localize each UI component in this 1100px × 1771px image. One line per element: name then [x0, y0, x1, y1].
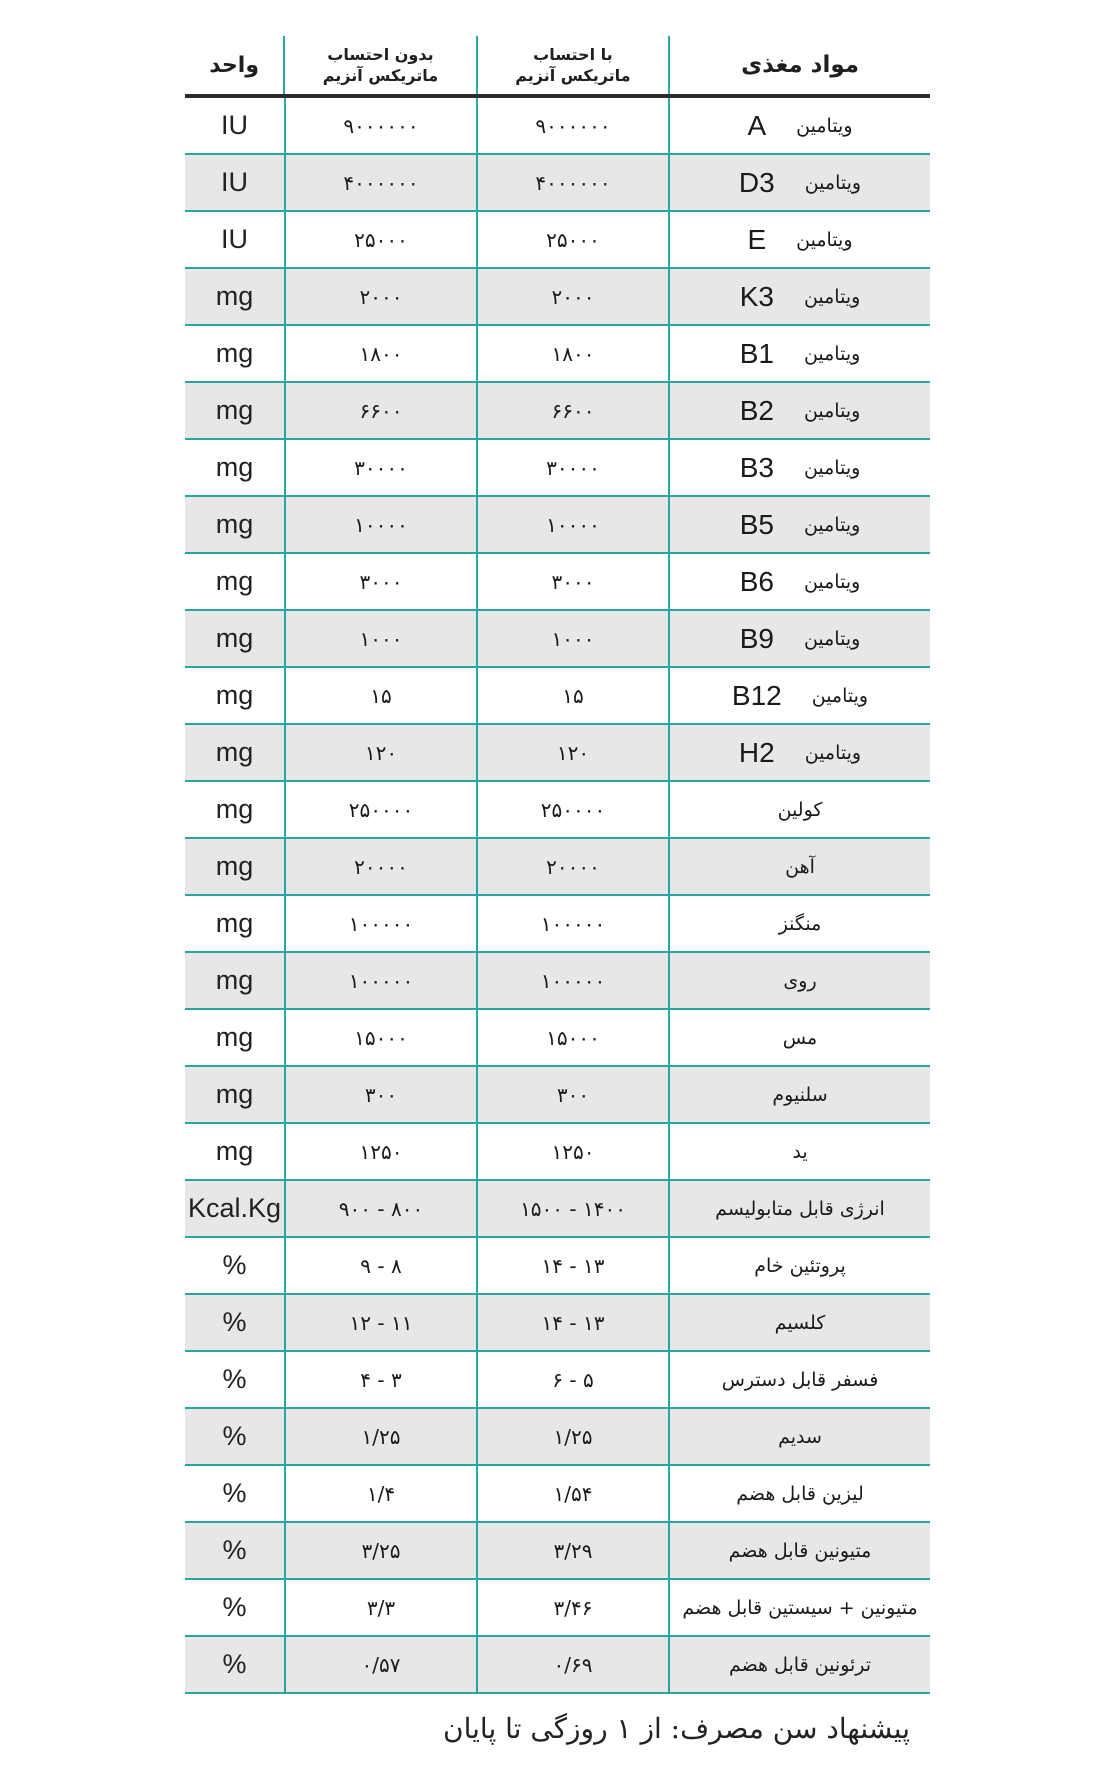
cell-nutrient — [668, 611, 930, 666]
nutrient-name: ویتامین — [796, 114, 853, 137]
header-nutrient: مواد مغذی — [668, 36, 930, 94]
header-without-line2: ماتریکس آنزیم — [322, 66, 439, 85]
nutrient-name: لیزین قابل هضم — [736, 1482, 864, 1505]
nutrient-name: انرژی قابل متابولیسم — [715, 1197, 885, 1220]
cell-unit: % — [222, 1592, 247, 1622]
cell-with-enzyme: ۱۴۰۰ - ۱۵۰۰ — [476, 1181, 668, 1236]
nutrient-label — [778, 1426, 822, 1448]
cell-without-enzyme: ۲۵۰۰۰۰ — [284, 782, 476, 837]
cell-nutrient — [668, 725, 930, 780]
cell-nutrient — [668, 1466, 930, 1521]
vitamin-code: E — [747, 223, 767, 255]
table-row — [185, 269, 930, 326]
table-row — [185, 839, 930, 896]
cell-nutrient — [668, 269, 930, 324]
cell-with-enzyme: ۳۰۰۰ — [476, 554, 668, 609]
cell-unit: mg — [215, 338, 254, 368]
cell-with-enzyme: ۱۰۰۰۰۰ — [476, 896, 668, 951]
cell-unit: mg — [215, 680, 254, 710]
nutrient-name: ویتامین — [803, 399, 861, 422]
cell-unit: mg — [215, 908, 254, 938]
cell-unit: % — [222, 1478, 247, 1508]
header-with-enzyme — [476, 36, 668, 94]
cell-with-enzyme: ۱/۲۵ — [476, 1409, 668, 1464]
cell-unit: mg — [215, 509, 254, 539]
vitamin-code: K3 — [739, 280, 774, 312]
cell-without-enzyme: ۴۰۰۰۰۰۰ — [284, 155, 476, 210]
vitamin-code: B6 — [739, 565, 774, 597]
header-without-enzyme — [283, 36, 475, 94]
cell-unit: mg — [215, 1136, 254, 1166]
cell-without-enzyme: ۲۰۰۰ — [284, 269, 476, 324]
cell-unit: mg — [215, 1079, 254, 1109]
cell-nutrient — [668, 668, 930, 723]
table-body — [185, 98, 930, 1694]
table-row — [185, 953, 930, 1010]
cell-without-enzyme: ۰/۵۷ — [284, 1637, 476, 1692]
nutrient-label — [736, 1483, 864, 1505]
cell-nutrient — [668, 839, 930, 894]
table-row — [185, 155, 930, 212]
cell-with-enzyme: ۲۰۰۰ — [476, 269, 668, 324]
cell-without-enzyme: ۹۰۰۰۰۰۰ — [284, 98, 476, 153]
cell-without-enzyme: ۱۸۰۰ — [284, 326, 476, 381]
vitamin-code: A — [747, 109, 767, 141]
cell-without-enzyme: ۳ - ۴ — [284, 1352, 476, 1407]
nutrient-name: متیونین قابل هضم — [728, 1539, 872, 1562]
vitamin-code: B9 — [739, 622, 774, 654]
cell-unit: Kcal.Kg — [187, 1193, 282, 1223]
nutrient-label — [747, 110, 852, 142]
vitamin-code: B2 — [739, 394, 774, 426]
cell-unit: IU — [221, 167, 248, 197]
nutrient-label — [792, 1141, 807, 1163]
cell-without-enzyme: ۱۲۰ — [284, 725, 476, 780]
cell-with-enzyme: ۳۰۰۰۰ — [476, 440, 668, 495]
nutrient-name: آهن — [785, 855, 815, 878]
cell-without-enzyme: ۳۰۰۰۰ — [284, 440, 476, 495]
nutrient-name: ویتامین — [803, 285, 861, 308]
nutrient-label — [747, 224, 852, 256]
cell-without-enzyme: ۱۵ — [284, 668, 476, 723]
table-row — [185, 1181, 930, 1238]
nutrient-name: مس — [782, 1026, 818, 1049]
cell-with-enzyme: ۱۳ - ۱۴ — [476, 1295, 668, 1350]
table-row — [185, 1067, 930, 1124]
nutrient-label — [740, 452, 861, 484]
vitamin-code: H2 — [738, 736, 775, 768]
cell-without-enzyme: ۳/۳ — [284, 1580, 476, 1635]
table-row — [185, 1409, 930, 1466]
cell-unit: mg — [215, 395, 254, 425]
table-row — [185, 611, 930, 668]
nutrient-name: ویتامین — [803, 570, 861, 593]
cell-with-enzyme: ۲۵۰۰۰۰ — [476, 782, 668, 837]
nutrient-label — [740, 509, 861, 541]
nutrient-label — [785, 856, 815, 878]
table-row — [185, 725, 930, 782]
nutrient-label — [722, 1369, 879, 1391]
header-without-line1: بدون احتساب — [327, 45, 434, 64]
nutrient-label — [715, 1198, 885, 1220]
cell-nutrient — [668, 554, 930, 609]
cell-nutrient — [668, 1295, 930, 1350]
cell-without-enzyme: ۱۰۰۰۰۰ — [284, 953, 476, 1008]
nutrient-label — [740, 623, 861, 655]
cell-without-enzyme: ۸ - ۹ — [284, 1238, 476, 1293]
cell-with-enzyme: ۱۰۰۰ — [476, 611, 668, 666]
nutrient-name: سلنیوم — [772, 1083, 828, 1106]
vitamin-code: B3 — [739, 451, 774, 483]
cell-unit: mg — [215, 452, 254, 482]
cell-without-enzyme: ۱۲۵۰ — [284, 1124, 476, 1179]
cell-nutrient — [668, 1409, 930, 1464]
cell-unit: % — [222, 1421, 247, 1451]
nutrient-label — [739, 167, 861, 199]
table-row — [185, 212, 930, 269]
table-row — [185, 1010, 930, 1067]
nutrient-label — [754, 1255, 846, 1277]
cell-nutrient — [668, 1523, 930, 1578]
cell-with-enzyme: ۱۲۰ — [476, 725, 668, 780]
nutrient-name: ترئونین قابل هضم — [728, 1653, 872, 1676]
nutrient-name: ویتامین — [804, 171, 862, 194]
vitamin-code: B5 — [739, 508, 774, 540]
cell-without-enzyme: ۳۰۰ — [284, 1067, 476, 1122]
table-header — [185, 36, 930, 98]
header-with-line1: با احتساب — [533, 45, 613, 64]
cell-unit: mg — [215, 794, 254, 824]
cell-with-enzyme: ۱۳ - ۱۴ — [476, 1238, 668, 1293]
cell-without-enzyme: ۲۰۰۰۰ — [284, 839, 476, 894]
header-with-line2: ماتریکس آنزیم — [515, 66, 631, 85]
table-row — [185, 1352, 930, 1409]
nutrient-name: ویتامین — [803, 513, 861, 536]
cell-unit: % — [222, 1307, 247, 1337]
table-row — [185, 1523, 930, 1580]
nutrient-label — [729, 1540, 872, 1562]
cell-nutrient — [668, 1181, 930, 1236]
cell-nutrient — [668, 1352, 930, 1407]
cell-nutrient — [668, 383, 930, 438]
cell-unit: % — [222, 1535, 247, 1565]
cell-nutrient — [668, 1580, 930, 1635]
cell-with-enzyme: ۲۵۰۰۰ — [476, 212, 668, 267]
cell-nutrient — [668, 1124, 930, 1179]
cell-unit: mg — [215, 737, 254, 767]
cell-with-enzyme: ۱۵۰۰۰ — [476, 1010, 668, 1065]
cell-without-enzyme: ۳۰۰۰ — [284, 554, 476, 609]
cell-with-enzyme: ۶۶۰۰ — [476, 383, 668, 438]
table-row — [185, 497, 930, 554]
nutrient-label — [729, 1654, 871, 1676]
nutrient-name: سدیم — [778, 1425, 822, 1448]
cell-without-enzyme: ۱/۲۵ — [284, 1409, 476, 1464]
nutrient-label — [739, 737, 861, 769]
table-row — [185, 1238, 930, 1295]
table-row — [185, 98, 930, 155]
cell-nutrient — [668, 1238, 930, 1293]
cell-with-enzyme: ۳۰۰ — [476, 1067, 668, 1122]
nutrient-name: ویتامین — [803, 456, 861, 479]
cell-with-enzyme: ۱۸۰۰ — [476, 326, 668, 381]
vitamin-code: B12 — [731, 679, 782, 711]
cell-unit: mg — [215, 851, 254, 881]
header-unit: واحد — [209, 52, 259, 78]
cell-with-enzyme: ۳/۲۹ — [476, 1523, 668, 1578]
table-row — [185, 1124, 930, 1181]
cell-unit: mg — [215, 566, 254, 596]
vitamin-code: D3 — [738, 166, 775, 198]
cell-without-enzyme: ۱۱ - ۱۲ — [284, 1295, 476, 1350]
nutrient-label — [740, 395, 861, 427]
cell-without-enzyme: ۸۰۰ - ۹۰۰ — [284, 1181, 476, 1236]
nutrient-label — [740, 338, 861, 370]
nutrient-name: پروتئین خام — [754, 1254, 846, 1277]
cell-unit: IU — [221, 224, 248, 254]
nutrient-label — [772, 1084, 827, 1106]
cell-without-enzyme: ۱۰۰۰ — [284, 611, 476, 666]
nutrient-name: روی — [783, 969, 817, 992]
nutrient-name: ویتامین — [804, 741, 862, 764]
nutrient-table — [185, 36, 930, 1694]
nutrient-label — [783, 970, 816, 992]
table-row — [185, 896, 930, 953]
cell-unit: mg — [215, 281, 254, 311]
table-row — [185, 1466, 930, 1523]
table-row — [185, 440, 930, 497]
cell-with-enzyme: ۴۰۰۰۰۰۰ — [476, 155, 668, 210]
nutrient-name: ویتامین — [803, 627, 861, 650]
table-row — [185, 1295, 930, 1352]
cell-nutrient — [668, 155, 930, 210]
cell-nutrient — [668, 953, 930, 1008]
cell-unit: IU — [221, 110, 248, 140]
cell-nutrient — [668, 440, 930, 495]
cell-with-enzyme: ۱۰۰۰۰ — [476, 497, 668, 552]
nutrient-name: کولین — [777, 798, 823, 821]
table-row — [185, 554, 930, 611]
cell-nutrient — [668, 896, 930, 951]
cell-with-enzyme: ۳/۴۶ — [476, 1580, 668, 1635]
nutrient-label — [779, 913, 822, 935]
nutrient-name: متیونین + سیستین قابل هضم — [682, 1596, 918, 1619]
cell-without-enzyme: ۱۰۰۰۰۰ — [284, 896, 476, 951]
nutrient-label — [775, 1312, 826, 1334]
table-row — [185, 1580, 930, 1637]
cell-without-enzyme: ۶۶۰۰ — [284, 383, 476, 438]
nutrient-label — [682, 1597, 917, 1619]
cell-with-enzyme: ۵ - ۶ — [476, 1352, 668, 1407]
usage-age-note: پیشنهاد سن مصرف: از ۱ روزگی تا پایان — [443, 1712, 910, 1745]
table-row — [185, 782, 930, 839]
cell-without-enzyme: ۱/۴ — [284, 1466, 476, 1521]
cell-nutrient — [668, 326, 930, 381]
cell-unit: % — [222, 1364, 247, 1394]
cell-nutrient — [668, 98, 930, 153]
cell-unit: % — [222, 1649, 247, 1679]
cell-unit: mg — [215, 1022, 254, 1052]
cell-with-enzyme: ۱۵ — [476, 668, 668, 723]
nutrient-name: ویتامین — [803, 342, 861, 365]
cell-with-enzyme: ۲۰۰۰۰ — [476, 839, 668, 894]
nutrient-label — [778, 799, 823, 821]
nutrient-label — [740, 566, 861, 598]
cell-nutrient — [668, 782, 930, 837]
cell-with-enzyme: ۹۰۰۰۰۰۰ — [476, 98, 668, 153]
nutrient-label — [740, 281, 861, 313]
cell-nutrient — [668, 497, 930, 552]
table-row — [185, 668, 930, 725]
vitamin-code: B1 — [739, 337, 774, 369]
cell-unit: mg — [215, 623, 254, 653]
nutrient-name: کلسیم — [774, 1311, 826, 1334]
nutrient-name: ویتامین — [811, 684, 869, 707]
cell-nutrient — [668, 1637, 930, 1692]
table-row — [185, 383, 930, 440]
cell-without-enzyme: ۱۰۰۰۰ — [284, 497, 476, 552]
cell-without-enzyme: ۱۵۰۰۰ — [284, 1010, 476, 1065]
cell-unit: % — [222, 1250, 247, 1280]
nutrient-name: فسفر قابل دسترس — [721, 1368, 879, 1391]
cell-nutrient — [668, 212, 930, 267]
cell-with-enzyme: ۱۰۰۰۰۰ — [476, 953, 668, 1008]
cell-unit: mg — [215, 965, 254, 995]
cell-nutrient — [668, 1010, 930, 1065]
cell-with-enzyme: ۰/۶۹ — [476, 1637, 668, 1692]
nutrient-label — [783, 1027, 817, 1049]
cell-without-enzyme: ۳/۲۵ — [284, 1523, 476, 1578]
table-row — [185, 326, 930, 383]
table-row — [185, 1637, 930, 1694]
cell-with-enzyme: ۱۲۵۰ — [476, 1124, 668, 1179]
nutrient-name: منگنز — [778, 912, 822, 935]
cell-with-enzyme: ۱/۵۴ — [476, 1466, 668, 1521]
nutrient-name: ویتامین — [796, 228, 853, 251]
nutrient-name: ید — [792, 1140, 808, 1163]
nutrient-label — [732, 680, 868, 712]
cell-nutrient — [668, 1067, 930, 1122]
cell-without-enzyme: ۲۵۰۰۰ — [284, 212, 476, 267]
